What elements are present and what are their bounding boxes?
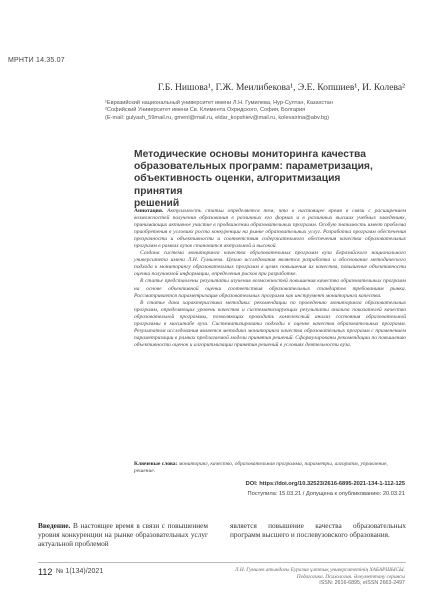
issue-number: № 1(134)/2021 [56,568,104,575]
abstract-label: Аннотация. [134,208,164,214]
affiliations [105,100,405,122]
abstract [134,208,406,349]
keywords [134,461,406,475]
title-line: Методические основы мониторинга качества [134,149,366,160]
title-line: объективность оценки, алгоритмизация принятия [134,173,341,197]
submission-dates: Поступила: 15.03.21 / Допущена к опубликованию: 20.03.21 [247,491,405,497]
journal-issn: ISSN: 2616-6895, eISSN 2663-2497 [319,580,405,587]
affiliation-2: ²Софийский Университет имени Св. Климента Охридского, София, Болгария [105,107,306,114]
title-line: образовательных программ: параметризация, [134,161,373,173]
affiliation-emails: (E-mail: gulyash_59mail.ru, gmenl@mail.ru, eldar_kopshiev@mail.ru, kolevairina@abv.bg) [105,114,329,121]
intro-column-right: является повышение качества образовательных программ высшего и послевузовского образования. [230,521,406,540]
abstract-paragraph: Создана система мониторинга качества образовательных программ вуза Евразийского национального университета имени Л.Н. Гумилева. Целью исследования является разработка и обоснование методического подхода к мониторингу образовательных программ в целях повышения их качества, повышение объективности оценки получаемой информации, определения рисков при разработке. [134,250,406,278]
abstract-paragraph [134,208,406,250]
abstract-paragraph: В статье представлены результаты изучения возможностей повышения качества образовательных программ на основе объективной оценки соответствия образовательных стандартов требованиям рынка. Рассматривается параметризация образовательных программ как инструмент мониторинга качества. [134,278,406,299]
page-number: 112 [38,567,53,577]
doi-link[interactable]: DOI: https://doi.org/10.32523/2616-6895-2021-134-1-112-125 [245,481,405,487]
journal-info [235,567,405,587]
article-title [134,149,384,210]
title-line: решений [134,197,180,209]
intro-label: Введение. [38,521,71,530]
footer-divider [38,562,406,563]
keywords-text: мониторинг, качество, образовательная программа, параметры, алгоритм, управление, решение. [134,461,388,475]
intro-text-left: В настоящее время в связи с повышением уровня конкуренции на рынке образовательных услуг актуальной проблемой [38,521,208,549]
author-list: Г.Б. Нишова¹, Г.Ж. Меилибекова¹, Э.Е. Копшиев¹, И. Колева² [157,82,405,93]
journal-name: Л.Н. Гумилев атындағы Еуразия ұлттық университетінің ХАБАРШЫСЫ. [234,567,405,573]
affiliation-1: ¹Евразийский национальный университет имени Л.Н. Гумилева, Нур-Султан, Казахстан [105,100,333,106]
journal-series: Педагогика. Психология. Әлеуметтану сериясы [296,573,405,580]
abstract-text: Актуальность статьи определяется тем, что в настоящее время в связи с расширением возможностей получения образования в различных его формах и в различных высших учебных заведениях, принимающих активное участие в продвижении образовательных программ. Особую значимость имеет проблема приобретения в условиях роста конкуренции на рынке образовательных услуг. Разработка программ обеспечения прозрачности и объективности и соответствия содержательного обеспечения качества образовательных программ в рамках вузов становится актуальной и высокой. [134,208,407,250]
udk-code: МРНТИ 14.35.07 [8,57,65,64]
intro-column-left [38,521,208,549]
keywords-label: Ключевые слова: [134,461,178,467]
abstract-paragraph: В статье дана характеристика методики: рекомендации по проведению мониторинга образовательных программ, определяющих уровень качества и систематизирующих результаты анализа показателей качества образовательной программы, позволяющих проводить комплексный анализ состояния образовательной программы в масштабе вуза. Систематизированы подходы к оценке качества образовательных программ. Результатом исследования является методика мониторинга качества образовательных программ с применением параметризации в рамках предлагаемой модели принятия решений. Сформулированы рекомендации по повышению объективности оценок и алгоритмизации принятия решений в условиях деятельности вуза. [134,299,406,348]
